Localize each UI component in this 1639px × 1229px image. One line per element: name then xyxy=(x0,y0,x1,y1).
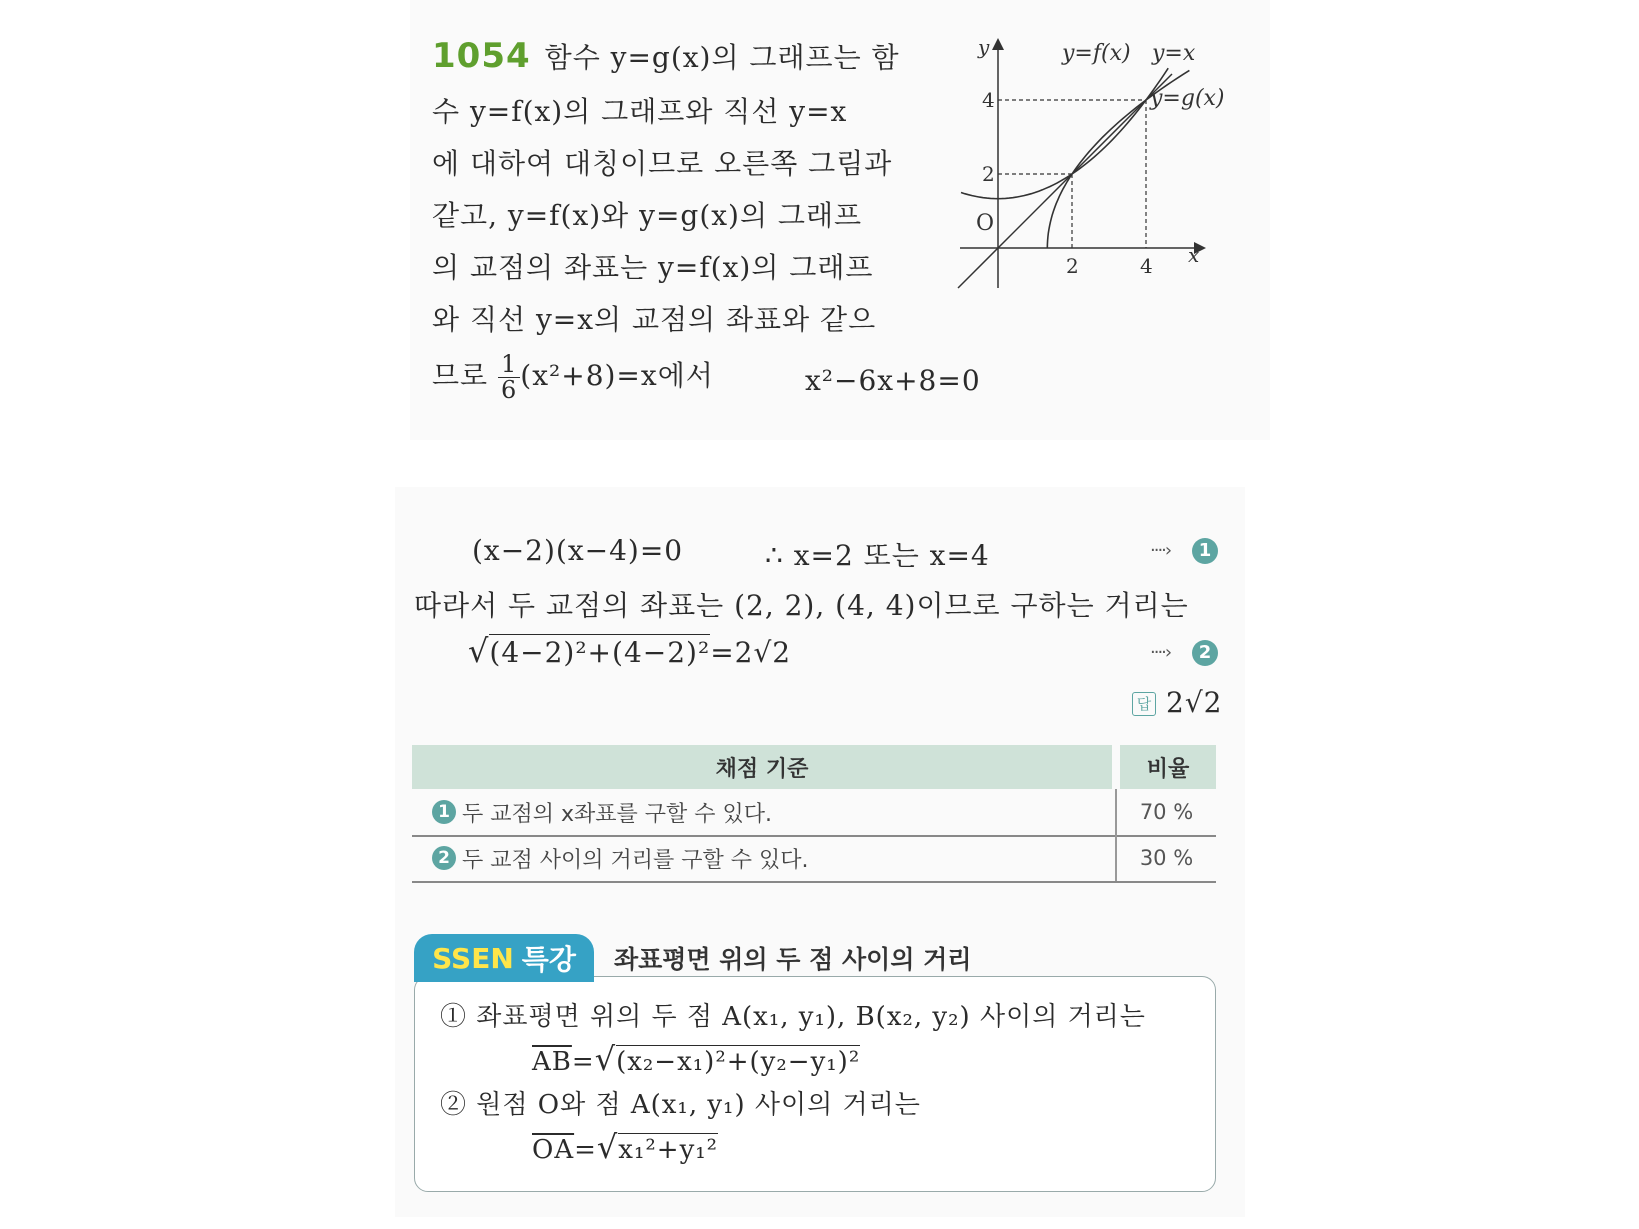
ssen-formula-2: $\overline{OA}=√x_1^2+y_1^2$ xyxy=(532,1128,719,1166)
marker-arrow-1: ····› xyxy=(1150,540,1171,561)
eq-body: (x²+8)=x에서 xyxy=(520,359,714,393)
ssen-formula-1-lhs: $\overline{AB}$ xyxy=(532,1047,572,1077)
problem-equation-2: x²−6x+8=0 xyxy=(805,364,981,397)
ssen-formula-2-radicand: x₁²+y₁² xyxy=(618,1135,719,1165)
problem-text-1: 함수 y=g(x)의 그래프는 함 xyxy=(544,41,900,74)
x-tick-4: 4 xyxy=(1140,254,1153,278)
eq-prefix: 므로 xyxy=(432,359,489,393)
grading-marker: 2 xyxy=(432,846,456,870)
solution-line-1: (x−2)(x−4)=0 xyxy=(472,534,684,567)
answer-icon: 답 xyxy=(1132,692,1156,716)
grading-row xyxy=(412,835,1216,883)
ssen-tab-ko: 특강 xyxy=(521,943,576,976)
ssen-formula-1: $\overline{AB}=√(x_2-x_1)^2+(y_2-y_1)^2$ xyxy=(532,1040,861,1078)
solution-line-3: √(4−2)²+(4−2)²=2√2 xyxy=(468,632,792,670)
problem-line-6: 와 직선 y=x의 교점의 좌표와 같으 xyxy=(432,303,877,336)
grading-header-rate: 비율 xyxy=(1120,745,1216,789)
label-line: y=x xyxy=(1152,41,1196,66)
y-axis-label: y xyxy=(978,35,990,59)
problem-line-2: 수 y=f(x)의 그래프와 직선 y=x xyxy=(432,95,848,128)
grading-criteria-cell xyxy=(412,835,1114,881)
solution-line-2: 따라서 두 교점의 좌표는 (2, 2), (4, 4)이므로 구하는 거리는 xyxy=(414,589,1189,622)
distance-result: =2√2 xyxy=(710,636,792,669)
label-g: y=g(x) xyxy=(1150,86,1225,111)
fraction-numerator: 1 xyxy=(498,352,520,378)
fraction-denominator: 6 xyxy=(501,376,518,405)
grading-criteria-cell xyxy=(412,789,1114,835)
solution-line-1-result: ∴ x=2 또는 x=4 xyxy=(765,539,990,572)
grading-criteria-text: 두 교점 사이의 거리를 구할 수 있다. xyxy=(462,847,809,873)
fraction xyxy=(498,352,520,403)
y-tick-2: 2 xyxy=(982,162,995,186)
grading-header-criteria: 채점 기준 xyxy=(412,745,1112,789)
y-tick-4: 4 xyxy=(982,88,995,112)
step-marker-1: 1 xyxy=(1192,538,1218,564)
ssen-formula-1-radicand: (x₂−x₁)²+(y₂−y₁)² xyxy=(616,1047,861,1077)
problem-line-1 xyxy=(432,36,900,76)
grading-marker: 1 xyxy=(432,800,456,824)
step-marker-2: 2 xyxy=(1192,640,1218,666)
ssen-title: 좌표평면 위의 두 점 사이의 거리 xyxy=(614,945,972,974)
grading-criteria-text: 두 교점의 x좌표를 구할 수 있다. xyxy=(462,801,773,827)
ssen-tab xyxy=(414,934,594,982)
ssen-item-2: ② 원점 O와 점 A(x₁, y₁) 사이의 거리는 xyxy=(440,1090,921,1120)
grading-divider xyxy=(1115,789,1117,881)
grading-row xyxy=(412,789,1216,837)
problem-line-5: 의 교점의 좌표는 y=f(x)의 그래프 xyxy=(432,251,874,284)
ssen-formula-2-lhs: $\overline{OA}$ xyxy=(532,1135,575,1165)
ssen-tab-en: SSEN xyxy=(432,941,514,975)
function-graph xyxy=(950,30,1270,300)
grading-rate-cell: 70 % xyxy=(1139,800,1194,824)
problem-line-3: 에 대하여 대칭이므로 오른쪽 그림과 xyxy=(432,147,893,180)
origin-label: O xyxy=(976,211,995,236)
x-tick-2: 2 xyxy=(1066,254,1079,278)
answer-value: 2√2 xyxy=(1166,686,1223,719)
ssen-item-1: ① 좌표평면 위의 두 점 A(x₁, y₁), B(x₂, y₂) 사이의 거리는 xyxy=(440,1002,1146,1032)
marker-arrow-2: ····› xyxy=(1150,642,1171,663)
distance-radicand: (4−2)²+(4−2)² xyxy=(489,636,711,669)
problem-line-4: 같고, y=f(x)와 y=g(x)의 그래프 xyxy=(432,199,863,232)
label-f: y=f(x) xyxy=(1062,41,1131,66)
x-axis-label: x xyxy=(1188,243,1200,267)
problem-number: 1054 xyxy=(432,36,531,76)
grading-rate-cell: 30 % xyxy=(1139,846,1194,870)
problem-equation xyxy=(432,352,714,403)
